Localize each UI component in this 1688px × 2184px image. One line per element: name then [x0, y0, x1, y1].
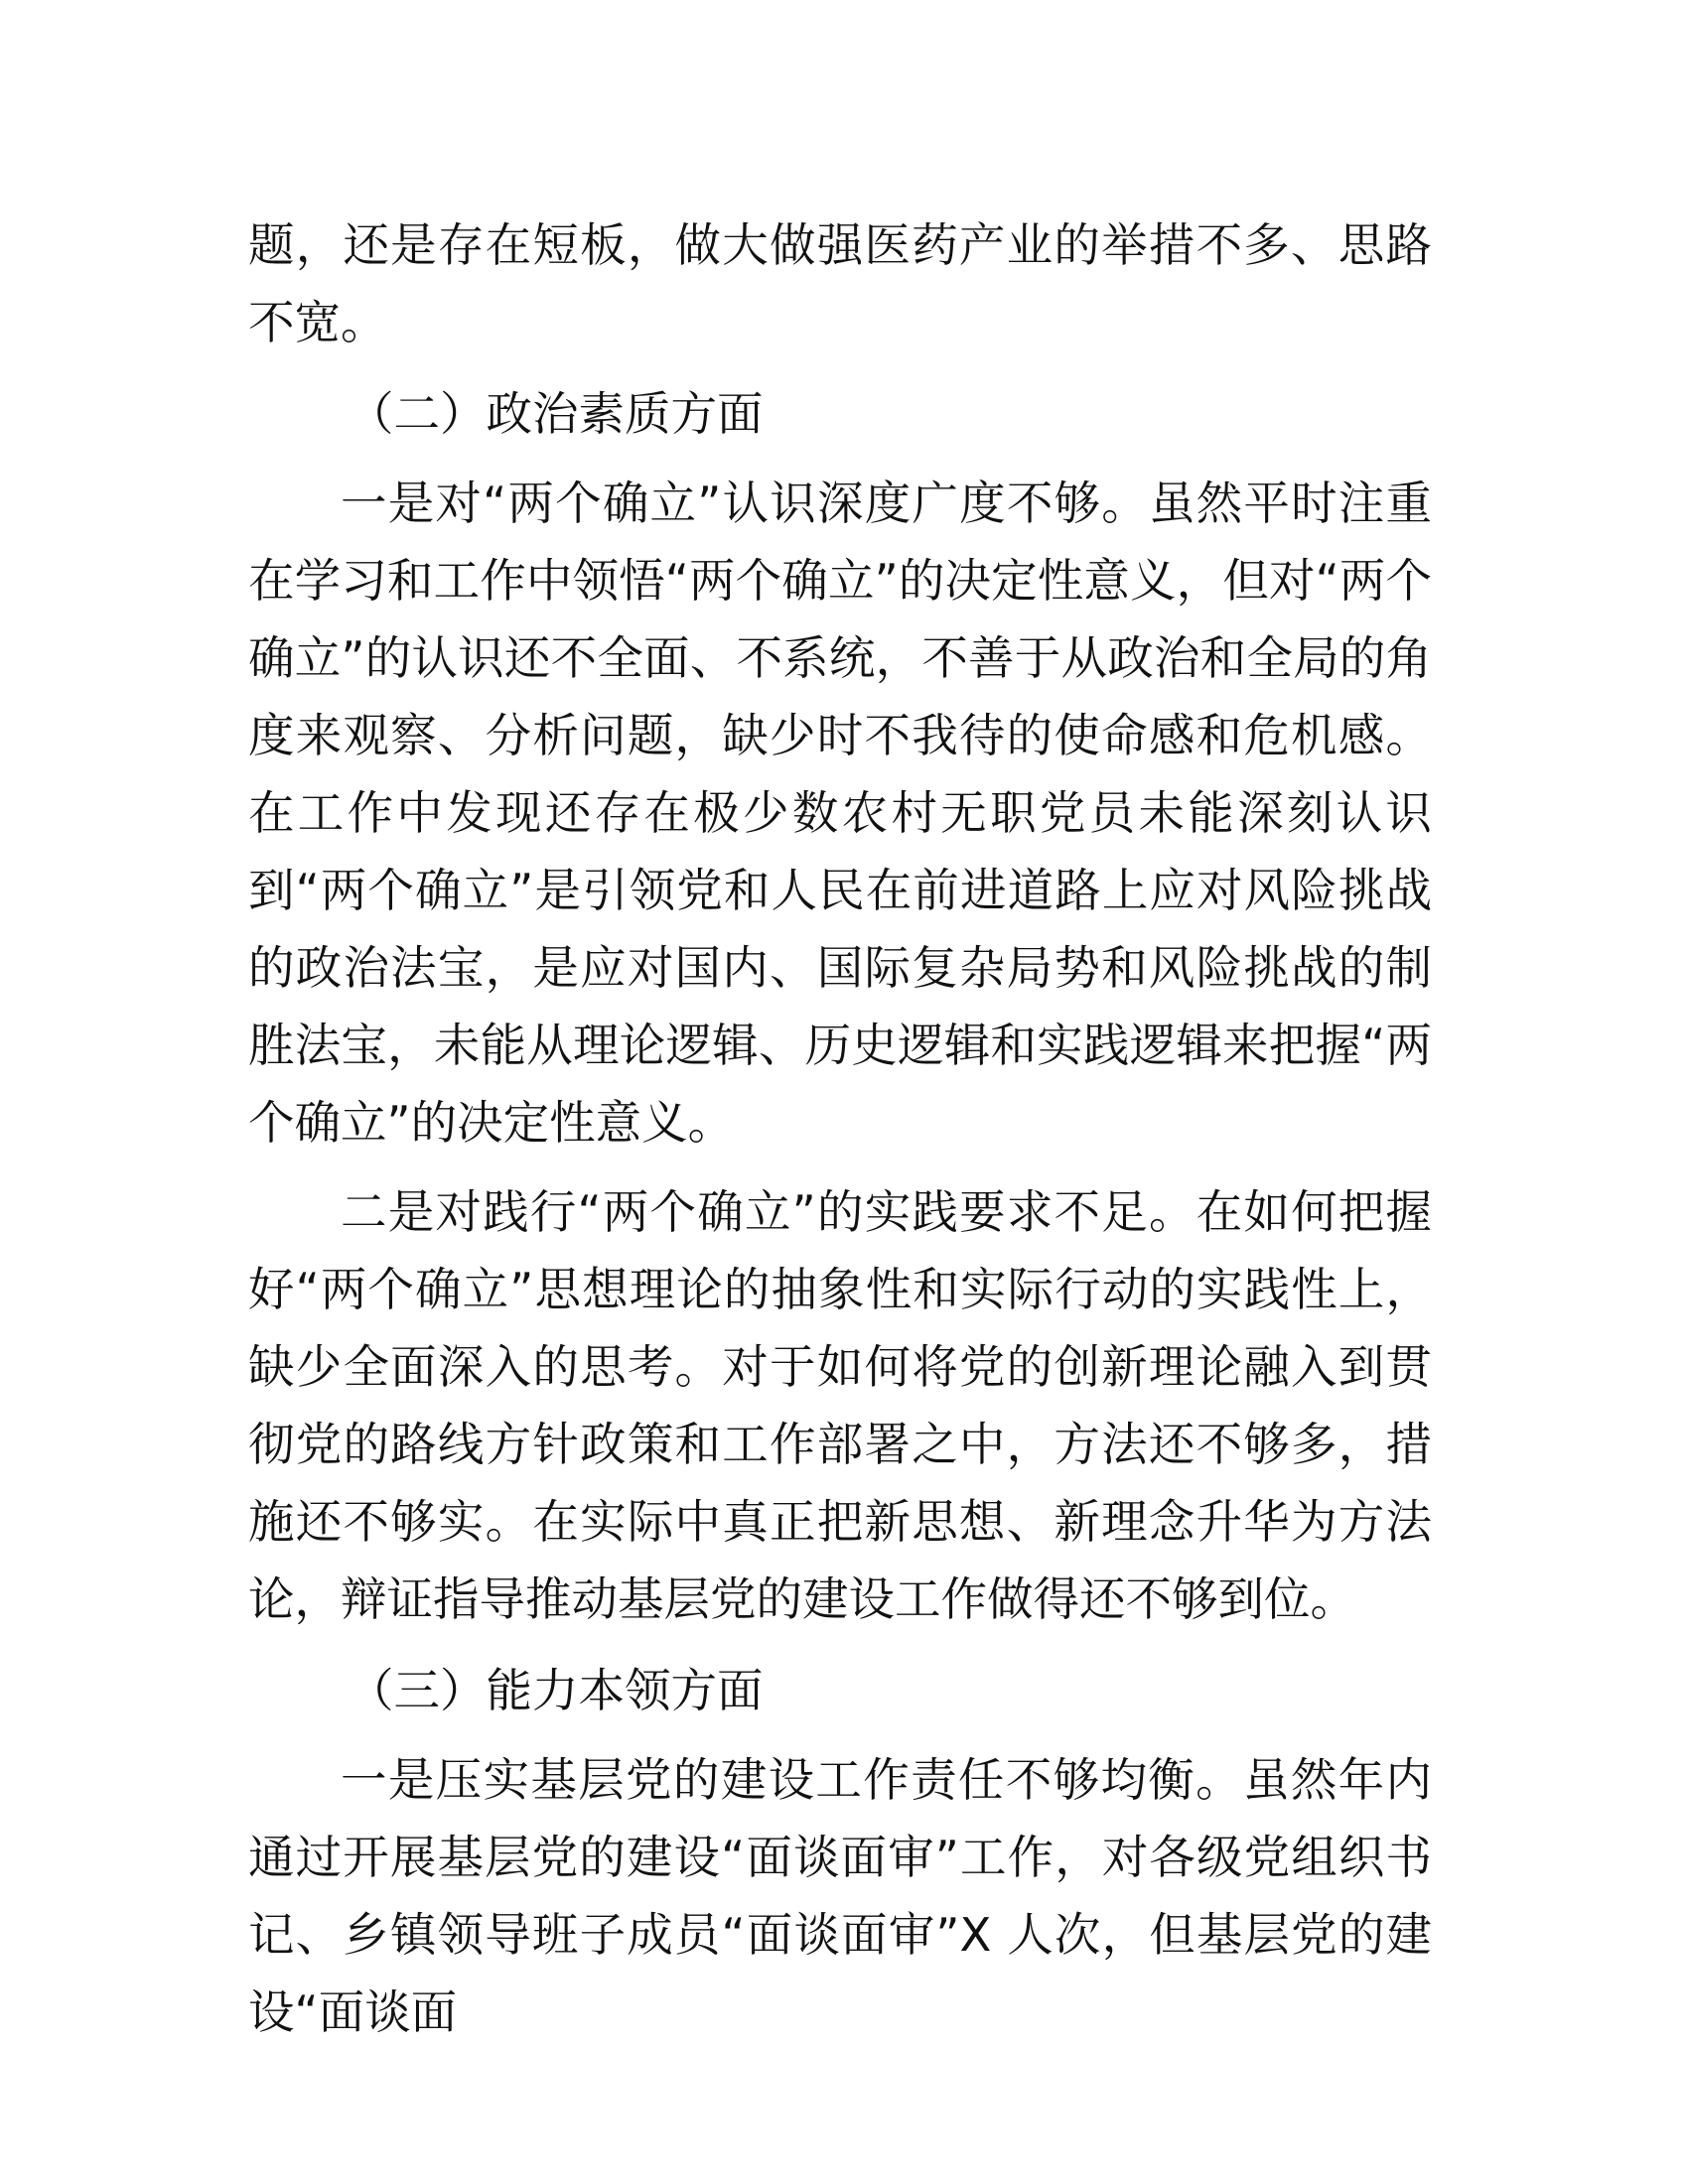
section-heading-political-quality: （二）政治素质方面: [348, 387, 764, 441]
paragraph-two-establishments-practice: 二是对践行“两个确立”的实践要求不足。在如何把握好“两个确立”思想理论的抽象性和实际行动的实践性上，缺少全面深入的思考。对于如何将党的创新理论融入到贯彻党的路线方针政策和工作部署之中，方法还不够多，措施还不够实。在实际中真正把新思想、新理念升华为方法论，辩证指导推动基层党的建设工作做得还不够到位。: [248, 1185, 1432, 1626]
document-page: [248, 206, 1432, 2051]
section-heading-capability: （三）能力本领方面: [348, 1664, 764, 1717]
paragraph-two-establishments-awareness: 一是对“两个确立”认识深度广度不够。虽然平时注重在学习和工作中领悟“两个确立”的决定性意义，但对“两个确立”的认识还不全面、不系统，不善于从政治和全局的角度来观察、分析问题，缺少时不我待的使命感和危机感。在工作中发现还存在极少数农村无职党员未能深刻认识到“两个确立”是引领党和人民在前进道路上应对风险挑战的政治法宝，是应对国内、国际复杂局势和风险挑战的制胜法宝，未能从理论逻辑、历史逻辑和实践逻辑来把握“两个确立”的决定性意义。: [248, 477, 1432, 1150]
paragraph-party-building-responsibility: 一是压实基层党的建设工作责任不够均衡。虽然年内通过开展基层党的建设“面谈面审”工作，对各级党组织书记、乡镇领导班子成员“面谈面审”X 人次，但基层党的建设“面谈面: [248, 1753, 1432, 2039]
paragraph-continuation: 题，还是存在短板，做大做强医药产业的举措不多、思路不宽。: [248, 218, 1432, 349]
